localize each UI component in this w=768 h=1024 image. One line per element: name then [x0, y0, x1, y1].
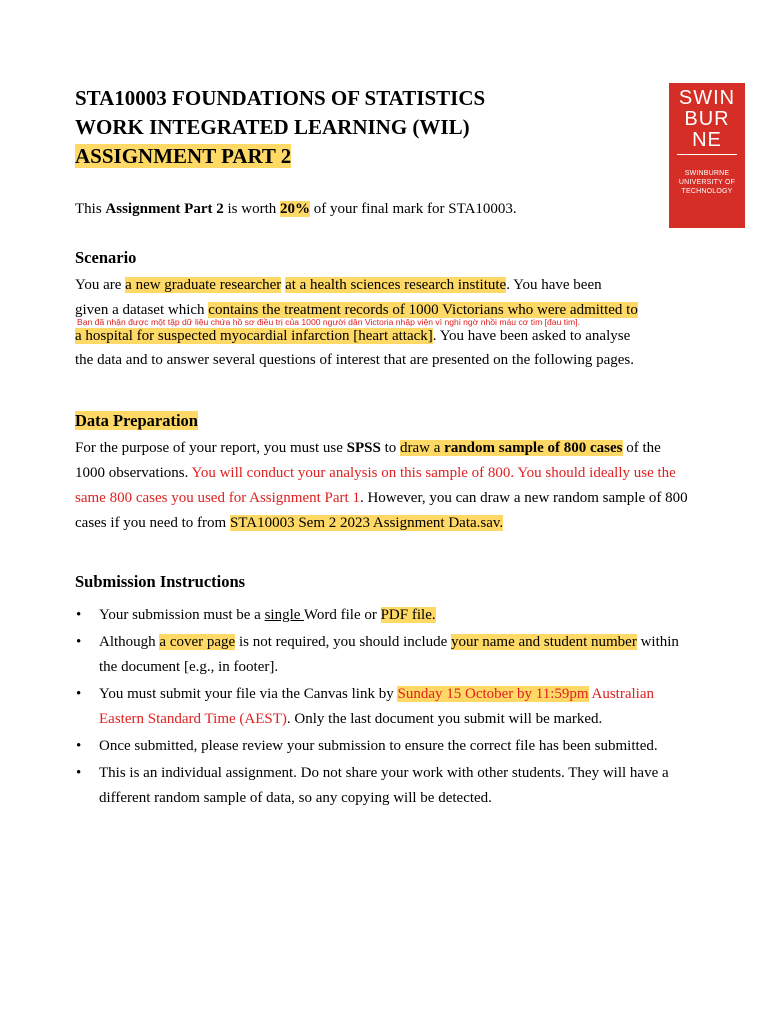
scenario-line-1	[75, 273, 602, 298]
list-text: Word file or	[303, 607, 381, 623]
scenario-text: You are	[75, 277, 126, 293]
spss-bold: SPSS	[346, 440, 381, 456]
list-text: within	[636, 634, 679, 650]
logo-sub-2: UNIVERSITY OF	[678, 179, 736, 186]
scenario-text: given a dataset which	[75, 302, 209, 318]
worth-bold-1: Assignment Part 2	[105, 201, 224, 217]
prep-line-3	[75, 486, 688, 511]
list-text: the document [e.g., in footer].	[99, 659, 279, 675]
list-highlight: a cover page	[159, 634, 236, 650]
scenario-text: . You have been asked to analyse	[432, 328, 631, 344]
prep-text: of the	[622, 440, 661, 456]
course-title: STA10003 FOUNDATIONS OF STATISTICS	[75, 86, 486, 110]
scenario-text: . You have been	[506, 277, 602, 293]
list-text: This is an individual assignment. Do not share your work with other students. They will have a	[99, 765, 669, 781]
list-item	[75, 734, 715, 759]
prep-red-text: same 800 cases you used for Assignment Part 1	[75, 490, 360, 506]
prep-line-2	[75, 461, 676, 486]
scenario-highlight: a new graduate researcher	[125, 277, 282, 293]
logo-line-1: SWIN	[678, 87, 736, 109]
worth-text-1: This	[75, 201, 106, 217]
logo-subtitle	[669, 169, 745, 196]
list-text: is not required, you should include	[235, 634, 452, 650]
scenario-highlight: contains the treatment records of 1000 Victorians who were admitted to	[208, 302, 638, 318]
scenario-line-4: the data and to answer several questions of interest that are presented on the following pages.	[75, 352, 634, 368]
list-item	[75, 630, 715, 680]
deadline-highlight: Sunday 15 October by 11:59pm	[397, 686, 589, 702]
prep-highlight	[400, 440, 622, 456]
logo-line-3: NE	[692, 129, 722, 151]
assignment-title-text: ASSIGNMENT PART 2	[75, 144, 292, 168]
logo-sub-1: SWINBURNE	[684, 170, 730, 177]
scenario-line-3	[75, 324, 630, 349]
prep-text: 1000 observations.	[75, 465, 192, 481]
logo-sub-3: TECHNOLOGY	[681, 188, 733, 195]
scenario-heading: Scenario	[75, 248, 137, 267]
worth-percent: 20%	[280, 201, 310, 217]
prep-highlight-bold: random sample of 800 cases	[444, 440, 623, 456]
worth-paragraph	[75, 197, 517, 222]
single-underlined: single	[264, 607, 304, 623]
prep-text: cases if you need to from	[75, 515, 230, 531]
prep-text: to	[380, 440, 401, 456]
scenario-highlight: at a health sciences research institute	[285, 277, 507, 293]
list-item	[75, 682, 715, 732]
list-text: Your submission must be a	[99, 607, 265, 623]
list-item	[75, 761, 715, 811]
data-file-name: STA10003 Sem 2 2023 Assignment Data.sav.	[229, 515, 504, 531]
logo-wordmark	[669, 88, 745, 151]
data-preparation-heading	[75, 410, 198, 432]
prep-red-text: You will conduct your analysis on this sample of 800. You should ideally use the	[191, 465, 676, 481]
prep-line-4	[75, 511, 503, 536]
list-text: You must submit your file via the Canvas link by	[99, 686, 398, 702]
data-preparation-heading-text: Data Preparation	[75, 411, 198, 430]
list-text: Once submitted, please review your submission to ensure the correct file has been submitted.	[99, 738, 658, 754]
worth-text-3: of your final mark for STA10003.	[310, 201, 517, 217]
list-red-text: Australian	[588, 686, 654, 702]
program-title: WORK INTEGRATED LEARNING (WIL)	[75, 115, 470, 139]
prep-highlight-text: draw a	[400, 440, 445, 456]
prep-text: For the purpose of your report, you must use	[75, 440, 347, 456]
swinburne-logo	[669, 83, 745, 228]
list-item	[75, 603, 715, 628]
submission-heading: Submission Instructions	[75, 572, 246, 591]
list-text: different random sample of data, so any copying will be detected.	[99, 790, 492, 806]
logo-divider	[677, 154, 737, 155]
list-red-text: Eastern Standard Time (AEST)	[99, 711, 287, 727]
prep-line-1	[75, 436, 661, 461]
list-highlight: your name and student number	[451, 634, 637, 650]
prep-text: . However, you can draw a new random sample of 800	[359, 490, 688, 506]
assignment-title	[75, 143, 291, 169]
list-text: Although	[99, 634, 160, 650]
list-text: . Only the last document you submit will be marked.	[286, 711, 603, 727]
worth-text-2: is worth	[223, 201, 280, 217]
vietnamese-translation-note: Bạn đã nhận được một tập dữ liệu chứa hồ sơ điều trị của 1000 người dân Victoria nhập viện vì nghi ngờ nhồi máu cơ tim [đau tim].	[77, 317, 580, 327]
submission-instructions-list	[75, 603, 715, 813]
logo-line-2: BUR	[684, 108, 730, 130]
list-highlight: PDF file.	[380, 607, 436, 623]
scenario-highlight: a hospital for suspected myocardial infarction [heart attack]	[75, 328, 433, 344]
